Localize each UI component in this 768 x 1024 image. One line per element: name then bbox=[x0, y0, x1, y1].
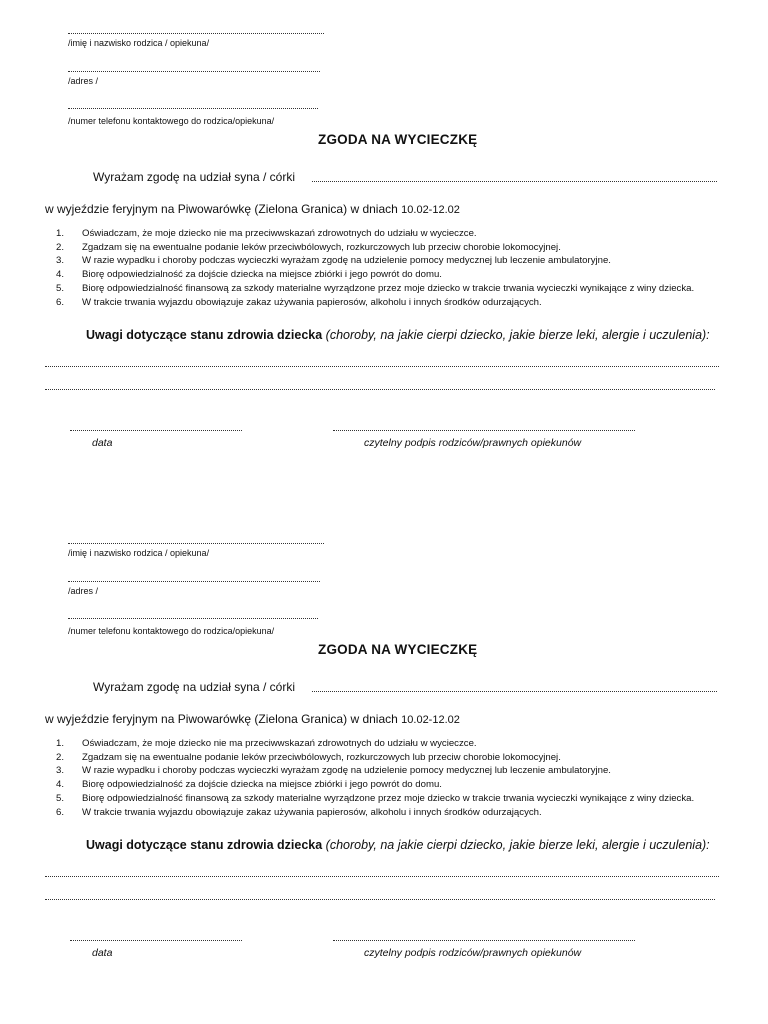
list-item: 3. W razie wypadku i choroby podczas wycieczki wyrażam zgodę na udzielenie pomocy medycznej lub leczenie ambulatoryjne. bbox=[56, 255, 611, 267]
health-remarks-heading: Uwagi dotyczące stanu zdrowia dziecka (choroby, na jakie cierpi dziecko, jakie bierze leki, alergie i uczulenia): bbox=[86, 838, 710, 852]
list-item: 4. Biorę odpowiedzialność za dojście dziecka na miejsce zbiórki i jego powrót do domu. bbox=[56, 779, 442, 791]
trip-description: w wyjeździe feryjnym na Piwowarówkę (Zielona Granica) w dniach bbox=[45, 202, 398, 216]
trip-text bbox=[45, 712, 460, 726]
list-item: 4. Biorę odpowiedzialność za dojście dziecka na miejsce zbiórki i jego powrót do domu. bbox=[56, 269, 442, 281]
parent-name-field[interactable] bbox=[68, 33, 324, 34]
list-item: 6. W trakcie trwania wyjazdu obowiązuje zakaz używania papierosów, alkoholu i innych środków odurzających. bbox=[56, 806, 542, 818]
consent-text: Wyrażam zgodę na udział syna / córki bbox=[93, 170, 295, 184]
remarks-line-2[interactable] bbox=[45, 899, 715, 900]
date-field[interactable] bbox=[70, 940, 242, 941]
signature-field[interactable] bbox=[333, 430, 635, 431]
list-item: 2. Zgadzam się na ewentualne podanie leków przeciwbólowych, rozkurczowych lub przeciw chorobie lokomocyjnej. bbox=[56, 751, 561, 763]
trip-description: w wyjeździe feryjnym na Piwowarówkę (Zielona Granica) w dniach bbox=[45, 712, 398, 726]
list-item: 1. Oświadczam, że moje dziecko nie ma przeciwwskazań zdrowotnych do udziału w wycieczce. bbox=[56, 228, 477, 239]
list-item: 5. Biorę odpowiedzialność finansową za szkody materialne wyrządzone przez moje dziecko w trakcie trwania wycieczki wynikające z winy dziecka. bbox=[56, 282, 695, 294]
remarks-line-2[interactable] bbox=[45, 389, 715, 390]
trip-dates: 10.02-12.02 bbox=[401, 204, 460, 216]
statements-list bbox=[56, 738, 736, 818]
form-title: ZGODA NA WYCIECZKĘ bbox=[318, 132, 478, 147]
parent-name-field[interactable] bbox=[68, 543, 324, 544]
trip-text bbox=[45, 202, 460, 216]
signature-field[interactable] bbox=[333, 940, 635, 941]
address-label: /adres / bbox=[68, 586, 99, 596]
list-item: 5. Biorę odpowiedzialność finansową za szkody materialne wyrządzone przez moje dziecko w trakcie trwania wycieczki wynikające z winy dziecka. bbox=[56, 792, 695, 804]
address-label: /adres / bbox=[68, 76, 99, 86]
health-remarks-heading: Uwagi dotyczące stanu zdrowia dziecka (choroby, na jakie cierpi dziecko, jakie bierze leki, alergie i uczulenia): bbox=[86, 328, 710, 342]
parent-name-label: /imię i nazwisko rodzica / opiekuna/ bbox=[68, 38, 210, 48]
list-item: 6. W trakcie trwania wyjazdu obowiązuje zakaz używania papierosów, alkoholu i innych środków odurzających. bbox=[56, 296, 542, 308]
list-item: 3. W razie wypadku i choroby podczas wycieczki wyrażam zgodę na udzielenie pomocy medycznej lub leczenie ambulatoryjne. bbox=[56, 765, 611, 777]
phone-label: /numer telefonu kontaktowego do rodzica/opiekuna/ bbox=[68, 116, 275, 126]
phone-field[interactable] bbox=[68, 618, 318, 619]
consent-text: Wyrażam zgodę na udział syna / córki bbox=[93, 680, 295, 694]
signature-label: czytelny podpis rodziców/prawnych opiekunów bbox=[364, 437, 582, 449]
address-field[interactable] bbox=[68, 71, 320, 72]
parent-name-label: /imię i nazwisko rodzica / opiekuna/ bbox=[68, 548, 210, 558]
signature-label: czytelny podpis rodziców/prawnych opiekunów bbox=[364, 947, 582, 959]
date-field[interactable] bbox=[70, 430, 242, 431]
list-item: 2. Zgadzam się na ewentualne podanie leków przeciwbólowych, rozkurczowych lub przeciw chorobie lokomocyjnej. bbox=[56, 241, 561, 253]
consent-form-2 bbox=[0, 510, 768, 1020]
phone-label: /numer telefonu kontaktowego do rodzica/opiekuna/ bbox=[68, 626, 275, 636]
remarks-line-1[interactable] bbox=[45, 876, 719, 877]
consent-form-1 bbox=[0, 0, 768, 510]
date-label: data bbox=[92, 947, 113, 959]
form-title: ZGODA NA WYCIECZKĘ bbox=[318, 642, 478, 657]
remarks-line-1[interactable] bbox=[45, 366, 719, 367]
phone-field[interactable] bbox=[68, 108, 318, 109]
address-field[interactable] bbox=[68, 581, 320, 582]
child-name-field[interactable] bbox=[312, 181, 717, 182]
date-label: data bbox=[92, 437, 113, 449]
statements-list bbox=[56, 228, 736, 308]
child-name-field[interactable] bbox=[312, 691, 717, 692]
list-item: 1. Oświadczam, że moje dziecko nie ma przeciwwskazań zdrowotnych do udziału w wycieczce. bbox=[56, 738, 477, 749]
trip-dates: 10.02-12.02 bbox=[401, 714, 460, 726]
